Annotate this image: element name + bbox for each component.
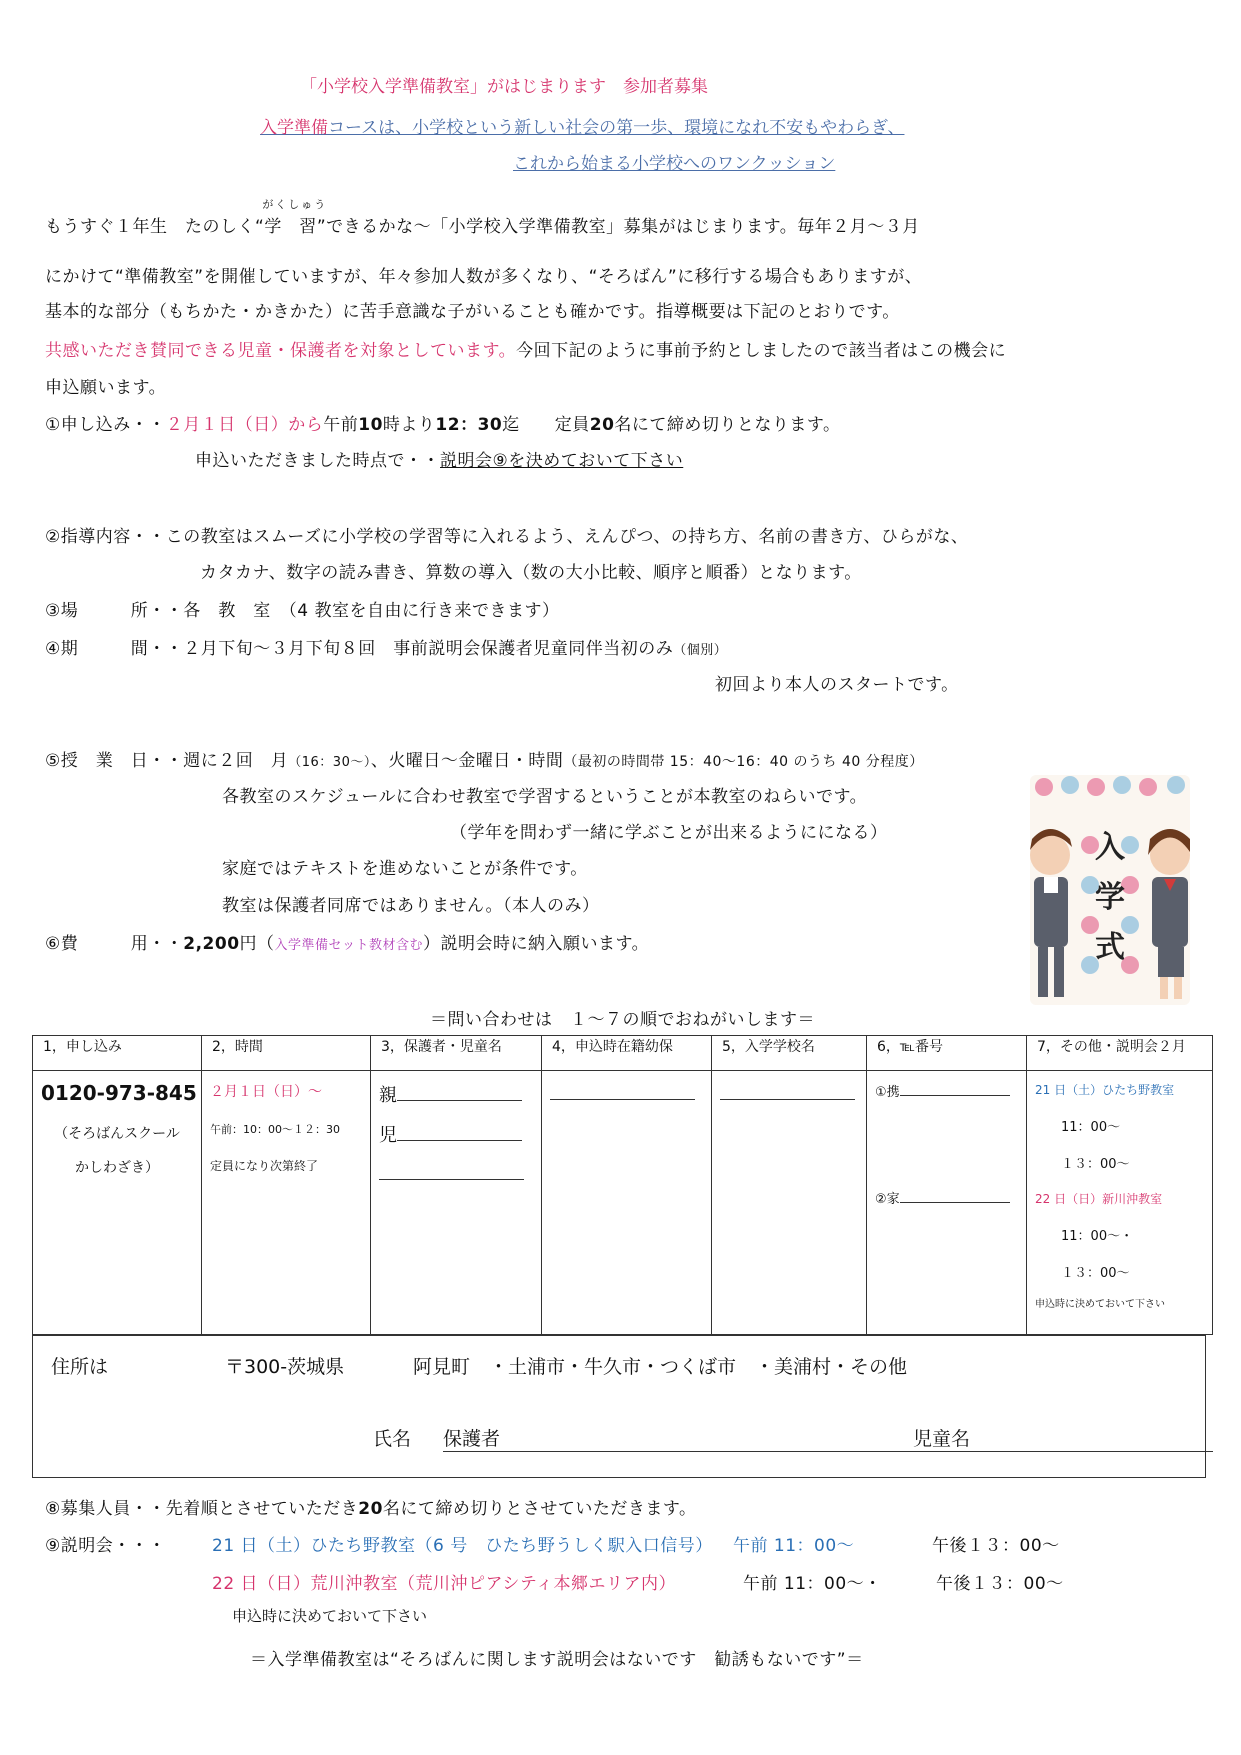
item-6-price: 2,200 <box>183 934 240 954</box>
session-note: 申込時に決めておいて下さい <box>1035 1299 1165 1310</box>
cell-names <box>371 1071 542 1335</box>
item-1-end-time: 12：30 <box>435 415 503 435</box>
table-row <box>33 1071 1213 1335</box>
school-name-line-2: かしわざき） <box>75 1160 159 1176</box>
intro-text-b: ”できるかな～「小学校入学準備教室」募集がはじまります。毎年２月～３月 <box>316 217 920 237</box>
session-1-am: 午前 11：00～ <box>733 1536 855 1556</box>
item-5-text-b: 、火曜日～金曜日・時間 <box>370 751 564 771</box>
address-box <box>32 1335 1206 1478</box>
intro-line-1 <box>45 198 920 237</box>
item-5-time-detail: （最初の時間帯 15：40～16：40 のうち 40 分程度） <box>563 754 924 770</box>
item-8-text-a: ⑧募集人員・・先着順とさせていただき <box>45 1499 359 1519</box>
session-1-time-1: 11：00～ <box>1061 1120 1121 1135</box>
time-range: 午前：10：00～１２：30 <box>210 1123 340 1136</box>
school-field[interactable] <box>720 1081 858 1104</box>
item-8-capacity <box>45 1494 697 1519</box>
child-label: 児 <box>379 1125 397 1146</box>
name-label: 氏名 <box>373 1428 412 1450</box>
parent-label: 親 <box>379 1085 397 1106</box>
item-9-label: ⑨説明会・・・ <box>45 1536 166 1556</box>
intro-text-a: もうすぐ１年生 たのしく“ <box>45 217 265 237</box>
subtitle-line-2: これから始まる小学校へのワンクッション <box>513 154 836 174</box>
item-1-label: ①申し込み・・ <box>45 415 166 435</box>
header-time: 2，時間 <box>202 1036 371 1071</box>
ruby-base: 学 習 <box>264 217 317 237</box>
session-1-date: 21 日（土）ひたち野教室 <box>1035 1083 1175 1097</box>
child-name-label: 児童名 <box>913 1428 971 1450</box>
item-6-materials: 入学準備セット教材含む <box>274 938 424 953</box>
item-1-note-b: 説明会⑨を決めておいて下さい <box>440 451 684 471</box>
school-name-line-1: （そろばんスクール <box>54 1126 180 1142</box>
child-figure-left <box>1030 829 1072 997</box>
subtitle-rest: コースは、小学校という新しい社会の第一歩、環境になれ不安もやわらぎ、 <box>328 118 905 138</box>
home-phone-field[interactable] <box>875 1188 1018 1207</box>
item-5-line-4: 家庭ではテキストを進めないことが条件です。 <box>222 859 588 879</box>
time-date: ２月１日（日）～ <box>210 1084 322 1100</box>
contact-phone[interactable]: 0120-973-845 <box>41 1081 197 1105</box>
item-4-period <box>45 634 727 659</box>
session-note: 申込時に決めておいて下さい <box>232 1607 428 1625</box>
extra-name-field[interactable] <box>379 1161 533 1185</box>
intro-line-4-rest: 今回下記のように事前予約としましたので該当者はこの機会に <box>516 341 1007 361</box>
inquiry-order: ＝問い合わせは １～７の順でおねがいします＝ <box>430 1010 815 1030</box>
mobile-field[interactable] <box>875 1081 1018 1100</box>
address-label: 住所は <box>51 1356 109 1378</box>
item-1-application <box>45 410 841 435</box>
parent-name-field[interactable] <box>379 1081 533 1107</box>
town-options[interactable]: 阿見町 ・土浦市・牛久市・つくば市 ・美浦村・その他 <box>413 1356 908 1378</box>
header-names: 3，保護者・児童名 <box>371 1036 542 1071</box>
header-phone: 6，℡番号 <box>867 1036 1027 1071</box>
closing-statement: ＝入学準備教室は“そろばんに関します説明会はないです 勧誘もないです”＝ <box>250 1650 864 1670</box>
header-application: 1，申し込み <box>33 1036 202 1071</box>
item-5-schedule <box>45 746 924 771</box>
item-1-note <box>195 446 683 471</box>
subtitle-line-1 <box>260 113 904 138</box>
intro-line-5: 申込願います。 <box>45 378 167 398</box>
item-8-number: 20 <box>358 1499 383 1519</box>
nursery-field[interactable] <box>550 1081 703 1104</box>
session-2-pm: 午後１３：00～ <box>936 1574 1064 1594</box>
intro-line-4 <box>45 336 1006 361</box>
subtitle-highlight: 入学準備 <box>260 118 328 138</box>
intro-line-2: にかけて“準備教室”を開催していますが、年々参加人数が多くなり、“そろばん”に移行する場合もありますが、 <box>45 267 923 287</box>
session-1-time-2: １３：00～ <box>1061 1157 1130 1172</box>
item-1-capacity: 20 <box>589 415 615 435</box>
cell-time <box>202 1071 371 1335</box>
item-6-fee <box>45 929 649 954</box>
header-nursery: 4，申込時在籍幼保 <box>542 1036 712 1071</box>
item-6-yen: 円（ <box>239 934 275 954</box>
item-4-small: （個別） <box>673 643 728 658</box>
session-2-info: 22 日（日）荒川沖教室（荒川沖ピアシティ本郷エリア内） <box>212 1574 676 1594</box>
item-1-closing: 名にて締め切りとなります。 <box>614 415 841 435</box>
item-3-place: ③場 所・・各 教 室 （4 教室を自由に行き来できます） <box>45 601 560 621</box>
item-1-start-date: ２月１日（日）から <box>165 415 324 435</box>
header-other: 7，その他・説明会２月 <box>1027 1036 1213 1071</box>
session-2-time-1: 11：00～・ <box>1061 1229 1134 1244</box>
session-2-am: 午前 11：00～・ <box>743 1574 882 1594</box>
item-4-note: 初回より本人のスタートです。 <box>715 675 959 695</box>
item-1-until: 迄 定員 <box>502 415 590 435</box>
child-name-field[interactable] <box>379 1121 533 1147</box>
application-table <box>32 1035 1213 1335</box>
ruby-reading: がくしゅう <box>262 198 328 211</box>
item-1-start-hour: 10 <box>358 415 383 435</box>
item-1-am: 午前 <box>323 415 359 435</box>
item-5-line-2: 各教室のスケジュールに合わせ教室で学習するということが本教室のねらいです。 <box>222 787 868 807</box>
cell-school <box>712 1071 867 1335</box>
mobile-label: ①携 <box>875 1085 900 1100</box>
page-title: 「小学校入学準備教室」がはじまります 参加者募集 <box>300 77 708 97</box>
table-header-row <box>33 1036 1213 1071</box>
item-8-text-b: 名にて締め切りとさせていただきます。 <box>382 1499 697 1519</box>
item-6-label: ⑥費 用・・ <box>45 934 184 954</box>
guardian-label: 保護者 <box>443 1428 501 1450</box>
illustration-caption: 入学式 <box>1095 830 1125 965</box>
name-field[interactable] <box>443 1424 1213 1452</box>
postal-prefecture: 〒300-茨城県 <box>225 1356 345 1378</box>
session-2-date: 22 日（日）新川沖教室 <box>1035 1192 1163 1206</box>
item-5-line-3: （学年を問わず一緒に学ぶことが出来るようにになる） <box>450 823 888 843</box>
item-6-payment: ）説明会時に納入願います。 <box>423 934 650 954</box>
target-audience-highlight: 共感いただき賛同できる児童・保護者を対象としています。 <box>45 341 517 361</box>
time-note: 定員になり次第終了 <box>210 1159 319 1173</box>
item-1-note-a: 申込いただきました時点で・・ <box>195 451 440 471</box>
item-2-content: ②指導内容・・この教室はスムーズに小学校の学習等に入れるよう、えんぴつ、の持ち方、名前の書き方、ひらがな、 <box>45 527 969 547</box>
child-figure-right <box>1148 829 1190 999</box>
cell-nursery <box>542 1071 712 1335</box>
intro-line-3: 基本的な部分（もちかた・かきかた）に苦手意識な子がいることも確かです。指導概要は下記のとおりです。 <box>45 302 900 322</box>
cell-phone <box>867 1071 1027 1335</box>
item-1-from: 時より <box>382 415 436 435</box>
session-2-time-2: １３：00～ <box>1061 1266 1130 1281</box>
home-label: ②家 <box>875 1192 900 1207</box>
entrance-ceremony-illustration <box>1030 775 1190 1005</box>
item-5-text-a: ⑤授 業 日・・週に２回 月 <box>45 751 289 771</box>
session-1-pm: 午後１３：00～ <box>932 1536 1060 1556</box>
item-4-text: ④期 間・・２月下旬～３月下旬８回 事前説明会保護者児童同伴当初のみ <box>45 639 674 659</box>
item-5-monday-time: （16：30～） <box>288 755 371 770</box>
ruby-gakushu <box>262 198 328 237</box>
item-2-content-cont: カタカナ、数字の読み書き、算数の導入（数の大小比較、順序と順番）となります。 <box>200 563 862 583</box>
item-5-line-5: 教室は保護者同席ではありません。（本人のみ） <box>222 896 600 916</box>
header-school: 5，入学学校名 <box>712 1036 867 1071</box>
cell-other <box>1027 1071 1213 1335</box>
session-1-info: 21 日（土）ひたち野教室（6 号 ひたち野うしく駅入口信号） <box>212 1536 713 1556</box>
cell-application <box>33 1071 202 1335</box>
